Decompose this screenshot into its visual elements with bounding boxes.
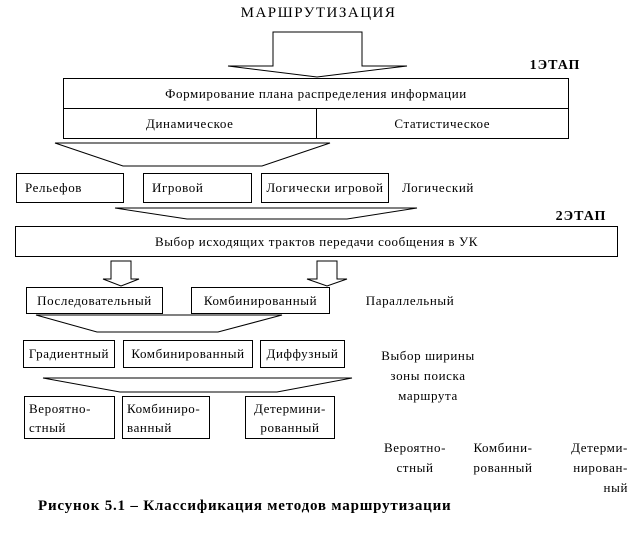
box-combined-width: Комбинированный bbox=[123, 340, 253, 368]
box-probabilistic-line1: Вероятно- bbox=[29, 400, 92, 416]
funnel-connector-width-icon bbox=[36, 315, 282, 332]
big-down-arrow-icon bbox=[228, 32, 407, 77]
box-deterministic-line1: Детермини- bbox=[254, 400, 326, 416]
small-down-arrow-right-icon bbox=[307, 261, 347, 286]
box-gradient: Градиентный bbox=[23, 340, 115, 368]
plan-formation-cells bbox=[64, 109, 568, 138]
stage2-label: 2ЭТАП bbox=[555, 209, 607, 224]
label-width-choice bbox=[378, 346, 478, 406]
box-game: Игровой bbox=[143, 173, 252, 203]
box-deterministic-line2: рованный bbox=[260, 419, 320, 435]
stage1-label: 1ЭТАП bbox=[529, 58, 581, 73]
label-deterministic-line1: Детерми- bbox=[571, 440, 628, 455]
box-deterministic bbox=[245, 396, 335, 439]
label-deterministic bbox=[552, 438, 628, 498]
label-probabilistic-line2: стный bbox=[396, 460, 434, 475]
box-combined-route bbox=[122, 396, 210, 439]
box-diffuse: Диффузный bbox=[260, 340, 345, 368]
label-probabilistic-line1: Вероятно- bbox=[383, 440, 447, 455]
label-width-choice-line2: зоны поиска bbox=[390, 368, 466, 383]
label-width-choice-line1: Выбор ширины bbox=[381, 348, 475, 363]
box-combined-route-line1: Комбиниро- bbox=[127, 400, 201, 416]
cell-dynamic: Динамическое bbox=[64, 109, 317, 138]
cell-static: Статистическое bbox=[394, 115, 491, 131]
label-deterministic-line3: ный bbox=[603, 480, 628, 495]
plan-formation-table bbox=[63, 78, 569, 139]
small-down-arrow-left-icon bbox=[103, 261, 139, 286]
label-combined bbox=[462, 438, 544, 478]
label-logical: Логический bbox=[402, 180, 474, 195]
label-combined-line2: рованный bbox=[473, 460, 533, 475]
figure-caption: Рисунок 5.1 – Классификация методов маршрутизации bbox=[38, 498, 452, 514]
box-probabilistic-line2: стный bbox=[29, 419, 67, 435]
box-logic-game: Логически игровой bbox=[261, 173, 389, 203]
diagram-title: МАРШРУТИЗАЦИЯ bbox=[240, 5, 397, 21]
box-sequential: Последовательный bbox=[26, 287, 163, 314]
funnel-connector-bottom-icon bbox=[43, 378, 352, 392]
label-probabilistic bbox=[372, 438, 458, 478]
box-combined-route-line2: ванный bbox=[127, 419, 172, 435]
box-combined-search: Комбинированный bbox=[191, 287, 330, 314]
label-deterministic-line2: нирован- bbox=[573, 460, 628, 475]
label-width-choice-line3: маршрута bbox=[398, 388, 458, 403]
label-parallel: Параллельный bbox=[365, 292, 455, 308]
label-combined-line1: Комбини- bbox=[473, 440, 533, 455]
box-relief: Рельефов bbox=[16, 173, 124, 203]
funnel-connector-to-stage2-icon bbox=[115, 208, 417, 219]
box-probabilistic bbox=[24, 396, 115, 439]
plan-formation-header: Формирование плана распределения информации bbox=[64, 79, 568, 109]
funnel-connector-stage1-icon bbox=[55, 143, 330, 166]
box-stage2-header: Выбор исходящих трактов передачи сообщения в УК bbox=[15, 226, 618, 257]
